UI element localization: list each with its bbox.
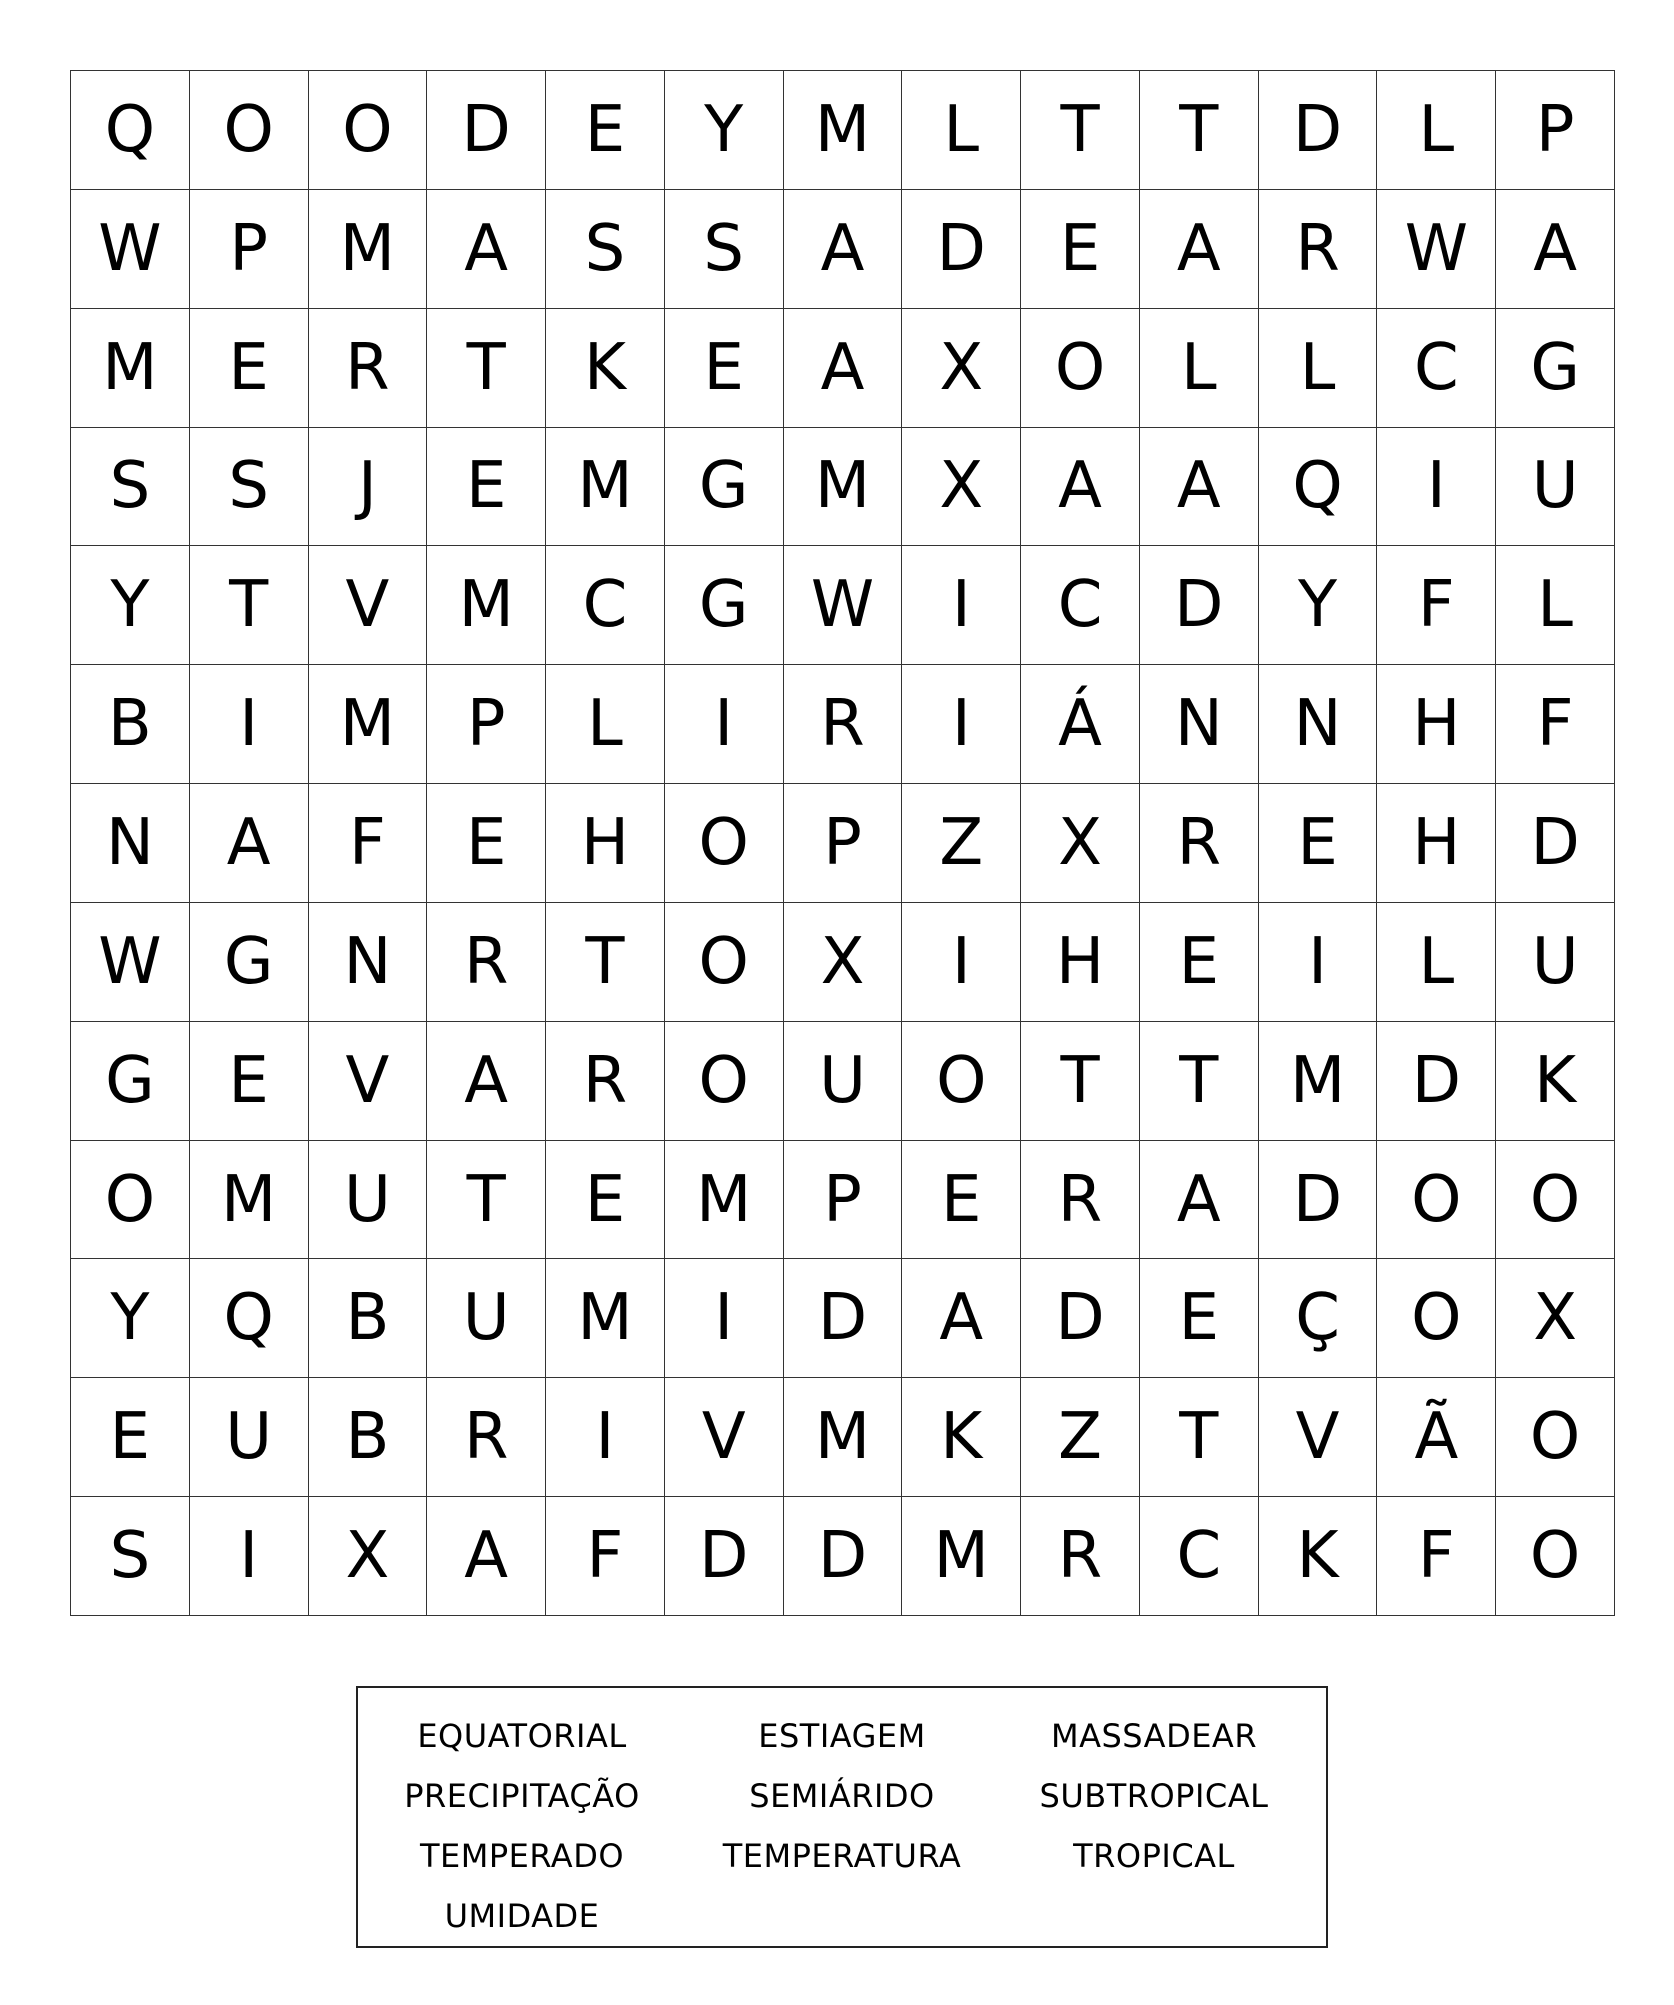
grid-cell[interactable]: W xyxy=(71,903,190,1022)
word-item: SUBTROPICAL xyxy=(1039,1777,1269,1815)
grid-cell[interactable]: Q xyxy=(71,71,190,190)
grid-cell[interactable]: M xyxy=(784,428,903,547)
grid-cell[interactable]: A xyxy=(1496,190,1615,309)
grid-cell[interactable]: R xyxy=(427,903,546,1022)
grid-cell[interactable]: Q xyxy=(1259,428,1378,547)
grid-cell[interactable]: K xyxy=(1496,1022,1615,1141)
grid-cell[interactable]: D xyxy=(1259,71,1378,190)
grid-cell[interactable]: O xyxy=(902,1022,1021,1141)
grid-cell[interactable]: O xyxy=(665,1022,784,1141)
grid-cell[interactable]: R xyxy=(1021,1141,1140,1260)
grid-cell[interactable]: K xyxy=(546,309,665,428)
grid-cell[interactable]: O xyxy=(1377,1141,1496,1260)
grid-cell[interactable]: Z xyxy=(1021,1378,1140,1497)
grid-cell[interactable]: F xyxy=(1377,546,1496,665)
grid-cell[interactable]: A xyxy=(427,1022,546,1141)
grid-cell[interactable]: X xyxy=(902,428,1021,547)
grid-cell[interactable]: R xyxy=(1259,190,1378,309)
grid-cell[interactable]: Ç xyxy=(1259,1259,1378,1378)
grid-cell[interactable]: V xyxy=(1259,1378,1378,1497)
grid-cell[interactable]: L xyxy=(1140,309,1259,428)
grid-cell[interactable]: W xyxy=(71,190,190,309)
grid-cell[interactable]: M xyxy=(427,546,546,665)
grid-cell[interactable]: I xyxy=(190,665,309,784)
word-list-box xyxy=(356,1686,1328,1948)
grid-cell[interactable]: R xyxy=(1021,1497,1140,1616)
grid-cell[interactable]: D xyxy=(1377,1022,1496,1141)
grid-cell[interactable]: P xyxy=(784,784,903,903)
grid-cell[interactable]: G xyxy=(665,428,784,547)
grid-cell[interactable]: G xyxy=(1496,309,1615,428)
grid-cell[interactable]: M xyxy=(546,1259,665,1378)
grid-cell[interactable]: M xyxy=(309,190,428,309)
grid-cell[interactable]: D xyxy=(902,190,1021,309)
grid-cell[interactable]: N xyxy=(71,784,190,903)
grid-cell[interactable]: A xyxy=(902,1259,1021,1378)
grid-cell[interactable]: I xyxy=(1259,903,1378,1022)
grid-cell[interactable]: G xyxy=(665,546,784,665)
word-item: MASSADEAR xyxy=(1050,1717,1258,1755)
grid-cell[interactable]: L xyxy=(902,71,1021,190)
grid-cell[interactable]: F xyxy=(1377,1497,1496,1616)
grid-cell[interactable]: R xyxy=(1140,784,1259,903)
grid-cell[interactable]: I xyxy=(546,1378,665,1497)
grid-cell[interactable]: Z xyxy=(902,784,1021,903)
grid-cell[interactable]: A xyxy=(427,190,546,309)
grid-cell[interactable]: D xyxy=(1259,1141,1378,1260)
grid-cell[interactable]: Q xyxy=(190,1259,309,1378)
grid-cell[interactable]: X xyxy=(902,309,1021,428)
grid-cell[interactable]: E xyxy=(665,309,784,428)
grid-cell[interactable]: R xyxy=(427,1378,546,1497)
grid-cell[interactable]: A xyxy=(1140,428,1259,547)
grid-cell[interactable]: I xyxy=(902,903,1021,1022)
grid-cell[interactable]: Ã xyxy=(1377,1378,1496,1497)
grid-cell[interactable]: O xyxy=(1377,1259,1496,1378)
grid-cell[interactable]: A xyxy=(1140,1141,1259,1260)
grid-cell[interactable]: T xyxy=(1140,1022,1259,1141)
grid-cell[interactable]: R xyxy=(784,665,903,784)
grid-cell[interactable]: A xyxy=(427,1497,546,1616)
grid-cell[interactable]: L xyxy=(546,665,665,784)
grid-cell[interactable]: R xyxy=(309,309,428,428)
grid-cell[interactable]: S xyxy=(665,190,784,309)
grid-cell[interactable]: J xyxy=(309,428,428,547)
grid-cell[interactable]: M xyxy=(546,428,665,547)
word-item: UMIDADE xyxy=(444,1897,600,1935)
grid-cell[interactable]: V xyxy=(309,546,428,665)
grid-cell[interactable]: Á xyxy=(1021,665,1140,784)
grid-cell[interactable]: B xyxy=(309,1259,428,1378)
grid-cell[interactable]: K xyxy=(902,1378,1021,1497)
grid-cell[interactable]: I xyxy=(665,665,784,784)
word-item: TEMPERADO xyxy=(419,1837,625,1875)
grid-cell[interactable]: O xyxy=(1496,1141,1615,1260)
grid-cell[interactable]: E xyxy=(546,71,665,190)
grid-cell[interactable]: O xyxy=(1496,1497,1615,1616)
grid-cell[interactable]: D xyxy=(1140,546,1259,665)
grid-cell[interactable]: K xyxy=(1259,1497,1378,1616)
grid-cell[interactable]: F xyxy=(309,784,428,903)
grid-cell[interactable]: M xyxy=(665,1141,784,1260)
grid-cell[interactable]: T xyxy=(427,1141,546,1260)
grid-cell[interactable]: E xyxy=(902,1141,1021,1260)
grid-cell[interactable]: N xyxy=(1140,665,1259,784)
grid-cell[interactable]: O xyxy=(71,1141,190,1260)
grid-cell[interactable]: B xyxy=(309,1378,428,1497)
grid-cell[interactable]: D xyxy=(427,71,546,190)
grid-cell[interactable]: W xyxy=(1377,190,1496,309)
grid-cell[interactable]: G xyxy=(71,1022,190,1141)
grid-cell[interactable]: T xyxy=(546,903,665,1022)
grid-cell[interactable]: M xyxy=(71,309,190,428)
grid-cell[interactable]: C xyxy=(1021,546,1140,665)
grid-cell[interactable]: U xyxy=(1496,903,1615,1022)
grid-cell[interactable]: X xyxy=(784,903,903,1022)
grid-cell[interactable]: E xyxy=(546,1141,665,1260)
word-list-column-1 xyxy=(372,1706,672,1946)
word-list-column-3 xyxy=(1004,1706,1304,1886)
grid-cell[interactable]: E xyxy=(1021,190,1140,309)
grid-cell[interactable]: P xyxy=(1496,71,1615,190)
grid-cell[interactable]: A xyxy=(190,784,309,903)
grid-cell[interactable]: M xyxy=(902,1497,1021,1616)
grid-cell[interactable]: L xyxy=(1496,546,1615,665)
grid-cell[interactable]: C xyxy=(546,546,665,665)
grid-cell[interactable]: L xyxy=(1377,903,1496,1022)
grid-cell[interactable]: C xyxy=(1140,1497,1259,1616)
grid-cell[interactable]: E xyxy=(1140,903,1259,1022)
grid-cell[interactable]: O xyxy=(665,903,784,1022)
grid-cell[interactable]: W xyxy=(784,546,903,665)
word-item: TROPICAL xyxy=(1073,1837,1235,1875)
grid-cell[interactable]: N xyxy=(1259,665,1378,784)
grid-cell[interactable]: E xyxy=(1140,1259,1259,1378)
grid-cell[interactable]: X xyxy=(1021,784,1140,903)
grid-cell[interactable]: T xyxy=(1140,71,1259,190)
grid-cell[interactable]: Y xyxy=(71,1259,190,1378)
grid-cell[interactable]: P xyxy=(190,190,309,309)
grid-cell[interactable]: O xyxy=(665,784,784,903)
grid-cell[interactable]: I xyxy=(1377,428,1496,547)
grid-cell[interactable]: H xyxy=(1021,903,1140,1022)
grid-cell[interactable]: V xyxy=(309,1022,428,1141)
grid-cell[interactable]: M xyxy=(309,665,428,784)
grid-cell[interactable]: E xyxy=(1259,784,1378,903)
grid-cell[interactable]: E xyxy=(190,1022,309,1141)
grid-cell[interactable]: M xyxy=(1259,1022,1378,1141)
grid-cell[interactable]: S xyxy=(71,428,190,547)
grid-cell[interactable]: D xyxy=(1496,784,1615,903)
grid-cell[interactable]: F xyxy=(546,1497,665,1616)
grid-cell[interactable]: N xyxy=(309,903,428,1022)
grid-cell[interactable]: G xyxy=(190,903,309,1022)
grid-cell[interactable]: A xyxy=(784,309,903,428)
grid-cell[interactable]: C xyxy=(1377,309,1496,428)
grid-cell[interactable]: L xyxy=(1259,309,1378,428)
grid-cell[interactable]: O xyxy=(309,71,428,190)
grid-cell[interactable]: H xyxy=(1377,784,1496,903)
grid-cell[interactable]: O xyxy=(190,71,309,190)
word-item: EQUATORIAL xyxy=(417,1717,627,1755)
grid-cell[interactable]: V xyxy=(665,1378,784,1497)
word-list-column-2 xyxy=(692,1706,992,1886)
letter-grid xyxy=(70,70,1615,1616)
grid-cell[interactable]: P xyxy=(784,1141,903,1260)
grid-cell[interactable]: U xyxy=(784,1022,903,1141)
grid-cell[interactable]: T xyxy=(1021,1022,1140,1141)
grid-cell[interactable]: M xyxy=(190,1141,309,1260)
grid-cell[interactable]: S xyxy=(71,1497,190,1616)
grid-cell[interactable]: U xyxy=(1496,428,1615,547)
grid-cell[interactable]: R xyxy=(546,1022,665,1141)
grid-cell[interactable]: U xyxy=(309,1141,428,1260)
grid-cell[interactable]: T xyxy=(1140,1378,1259,1497)
grid-cell[interactable]: D xyxy=(1021,1259,1140,1378)
grid-cell[interactable]: A xyxy=(1140,190,1259,309)
grid-cell[interactable]: I xyxy=(665,1259,784,1378)
grid-cell[interactable]: Y xyxy=(665,71,784,190)
grid-cell[interactable]: H xyxy=(1377,665,1496,784)
grid-cell[interactable]: X xyxy=(309,1497,428,1616)
grid-cell[interactable]: A xyxy=(1021,428,1140,547)
grid-cell[interactable]: I xyxy=(902,546,1021,665)
word-item: ESTIAGEM xyxy=(758,1717,926,1755)
grid-cell[interactable]: U xyxy=(427,1259,546,1378)
grid-cell[interactable]: E xyxy=(71,1378,190,1497)
grid-cell[interactable]: T xyxy=(190,546,309,665)
grid-cell[interactable]: X xyxy=(1496,1259,1615,1378)
grid-cell[interactable]: L xyxy=(1377,71,1496,190)
grid-cell[interactable]: M xyxy=(784,71,903,190)
word-item: TEMPERATURA xyxy=(722,1837,962,1875)
grid-cell[interactable]: U xyxy=(190,1378,309,1497)
grid-cell[interactable]: Y xyxy=(1259,546,1378,665)
grid-cell[interactable]: T xyxy=(1021,71,1140,190)
grid-cell[interactable]: I xyxy=(190,1497,309,1616)
grid-cell[interactable]: O xyxy=(1496,1378,1615,1497)
grid-cell[interactable]: A xyxy=(784,190,903,309)
grid-cell[interactable]: Y xyxy=(71,546,190,665)
grid-cell[interactable]: M xyxy=(784,1378,903,1497)
grid-cell[interactable]: S xyxy=(546,190,665,309)
word-item: SEMIÁRIDO xyxy=(749,1777,935,1815)
grid-cell[interactable]: P xyxy=(427,665,546,784)
word-item: PRECIPITAÇÃO xyxy=(404,1777,640,1815)
grid-cell[interactable]: E xyxy=(427,428,546,547)
grid-cell[interactable]: E xyxy=(427,784,546,903)
grid-cell[interactable]: S xyxy=(190,428,309,547)
grid-cell[interactable]: D xyxy=(784,1259,903,1378)
grid-cell[interactable]: D xyxy=(665,1497,784,1616)
grid-cell[interactable]: I xyxy=(902,665,1021,784)
grid-cell[interactable]: F xyxy=(1496,665,1615,784)
grid-cell[interactable]: T xyxy=(427,309,546,428)
grid-cell[interactable]: O xyxy=(1021,309,1140,428)
grid-cell[interactable]: B xyxy=(71,665,190,784)
grid-cell[interactable]: D xyxy=(784,1497,903,1616)
grid-cell[interactable]: E xyxy=(190,309,309,428)
grid-cell[interactable]: H xyxy=(546,784,665,903)
